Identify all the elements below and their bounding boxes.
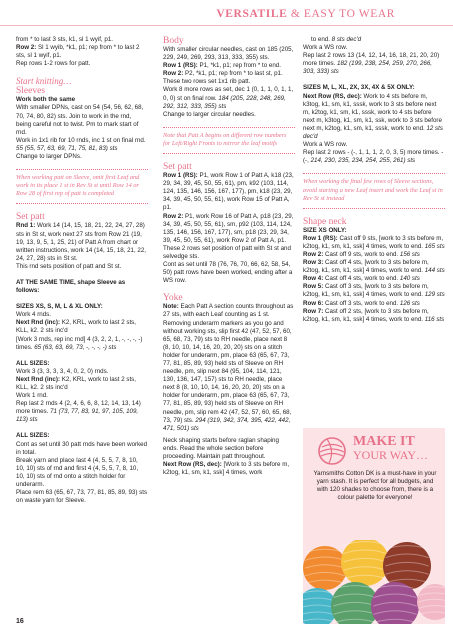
heading-sleeves: Sleeves: [16, 86, 46, 97]
text: Row 1 (RS): P1, *k1, p1; rep from * to end.: [163, 62, 281, 70]
heading-shape-neck: Shape neck: [303, 216, 347, 227]
text: With smaller circular needles, cast on 185 (205, 229, 249, 269, 293, 313, 333, 355) sts.: [163, 46, 294, 62]
pattern-note: When working the final few rows of Sleeve sections, avoid starting a new Leaf insert and work the Leaf st in Rev St st instead: [303, 173, 445, 208]
text: These 2 rows set position of patt with St st and selvedge sts.: [163, 244, 291, 260]
text: Row 3: Cast off 4 sts, [work to 3 sts before m, k2tog, k1, sm, k1, ssk] 4 times, work to end. 144 sts: [303, 259, 445, 275]
text: Work 4 rnds.: [16, 311, 51, 319]
text: Row 6: Cast off 3 sts, work to end. 126 sts: [303, 299, 420, 307]
text: from * to last 3 sts, k1, sl 1 wyif, p1.: [16, 36, 113, 43]
text: Break yarn and place last 4 (4, 5, 5, 7, 8, 10, 10, 10) sts of rnd and first 4 (4, 5, 5, 7, 8, 10, 10, 10) sts of rnd onto a stitch holder for underarm.: [16, 456, 139, 489]
pattern-note: When working patt on Sleeve, omit first Leaf and work in its place 1 st in Rev St st until Row 14 or Row 28 of first rep of patt is completed: [16, 169, 148, 204]
promo-title-2: YOUR WAY…: [353, 448, 429, 462]
text: Work 1 rnd.: [16, 392, 48, 400]
text: Row 2: P2, *k1, p1; rep from * to last st, p1.: [163, 70, 283, 78]
section-title-rest: & EASY TO WEAR: [287, 8, 395, 20]
text: Rep last 2 rows 13 (14, 12, 14, 16, 18, 21, 20, 20) more times. 182 (199, 238, 254, 259, 270, 266, 303, 333) sts: [303, 52, 440, 76]
text: Change to larger circular needles.: [163, 110, 256, 118]
text: Rep rows 1-2 rows for patt.: [16, 60, 91, 68]
text: Row 2: Sl 1 wyib, *k1, p1; rep from * to last 2 sts, sl 1 wyif, p1.: [16, 44, 140, 60]
text: Rep last 2 rows - (-, 1, 1, 1, 2, 0, 3, 5) more times. - (-, 214, 230, 235, 234, 254, 255, 261) sts: [303, 149, 444, 165]
section-title-bold: VERSATILE: [216, 8, 288, 20]
text: Cont as set until 78 (76, 76, 70, 66, 62, 58, 54, 50) patt rows have been worked, ending after a WS row.: [163, 261, 293, 285]
text: Work 8 more rows as set, dec 1 (0, 1, 1, 0, 1, 1, 0, 0) st on final row. 184 (205, 228, 248, 269, 292, 312, 333, 355) sts: [163, 86, 294, 110]
text: Row 1 (RS): Cast off 9 sts, [work to 3 sts before m, k2tog, k1, sm, k1, ssk] 4 times, work to end. 165 sts: [303, 234, 445, 250]
yarn-ball: [417, 584, 445, 620]
text: Rep last 2 rnds 4 (2, 4, 6, 6, 8, 12, 14, 13, 14) more times. 71 (73, 77, 83, 91, 97, 105, 109, 113) sts: [16, 400, 141, 424]
section-title: [216, 8, 395, 20]
promo-body: Yarnsmiths Cotton DK is a must-have in your yarn stash. It is perfect for all budgets, and with 120 shades to choose from, there is a colour palette for everyone!: [313, 470, 437, 502]
text: Next Row (RS, dec): [Work to 3 sts before m, k2tog, k1, sm, k1, ssk] 4 times, work: [163, 461, 290, 477]
heading-yoke: Yoke: [163, 293, 183, 304]
promo-title: [353, 434, 443, 462]
heading-start-knitting: Start knitting…: [16, 76, 72, 87]
text: Row 1 (RS): P1, work Row 1 of Patt A, k18 (23, 29, 34, 39, 45, 50, 55, 61), pm, k92 (103, 114, 124, 135, 146, 156, 167, 177), pm, k18 (23, 29, 34, 39, 45, 50, 55, 61), work Row 15 of Patt A, p1.: [163, 172, 294, 212]
text: Change to larger DPNs.: [16, 153, 82, 161]
text: AT THE SAME TIME, shape Sleeve as follows:: [16, 278, 126, 295]
promo-title-1: MAKE IT: [353, 434, 415, 449]
make-it-your-way-box: [303, 428, 445, 624]
column-3: [303, 36, 445, 324]
sizes-heading: SIZES XS, S, M, L & XL ONLY:: [16, 303, 103, 311]
heading-set-patt: Set patt: [163, 162, 192, 173]
text: to end. 8 sts dec'd: [311, 36, 362, 43]
text: Next Row (RS, dec): Work to 4 sts before m, k3tog, k1, sm, k1, sssk, work to 3 sts before next m, k2tog, k1, sm, k1, sssk, work to 4 sts before next m, k3tog, k1, sm, k1, ssk, work to 3 sts before next m, k2tog, k1, sm, k1, sssk, work to end. 12 sts dec'd: [303, 92, 443, 141]
heading-set-patt: Set patt: [16, 212, 45, 223]
yarn-ball-icon: [317, 436, 347, 466]
page-number: 16: [16, 618, 24, 625]
sizes-heading: ALL SIZES:: [16, 432, 50, 440]
text: Work 3 (3, 3, 3, 3, 4, 0, 2, 0) rnds.: [16, 367, 109, 375]
text: Work in 1x1 rib for 10 rnds, inc 1 st on final rnd. 55 (55, 57, 63, 69, 71, 75, 81, 83) sts: [16, 136, 146, 152]
sizes-heading: SIZE XS ONLY:: [303, 226, 347, 234]
column-2: [163, 36, 295, 477]
text: With smaller DPNs, cast on 54 (54, 56, 62, 68, 70, 74, 80, 82) sts. Join to work in the rnd, being careful not to twist. Pm to mark start of rnd.: [16, 104, 144, 136]
sizes-heading: ALL SIZES:: [16, 359, 50, 367]
heading-body: Body: [163, 36, 184, 46]
text: Place rem 63 (65, 67, 73, 77, 81, 85, 89, 93) sts on waste yarn for Sleeve.: [16, 489, 148, 505]
text: Row 4: Cast off 4 sts, work to end. 140 sts: [303, 275, 420, 283]
pattern-note: Note that Patt A begins on different row numbers for Left/Right Fronts to mirror the leaf motifs: [163, 127, 295, 154]
column-1: [16, 36, 148, 505]
sizes-heading: SIZES M, L, XL, 2X, 3X, 4X & 5X ONLY:: [303, 84, 415, 92]
text: Row 5: Cast off 3 sts, [work to 3 sts before m, k2tog, k1, sm, k1, ssk] 4 times, work to end. 129 sts: [303, 283, 445, 299]
text: These two rows set 1x1 rib patt.: [163, 78, 251, 86]
text: Removing underarm markers as you go and without working sts, slip first 42 (47, 52, 57, 60, 65, 68, 73, 79) sts to RH needle, place next 8 (8, 10, 10, 14, 16, 20, 20, 20) sts on a stitch holder for underarm, pm, place 63 (65, 67, 73, 77, 81, 85, 89, 93) held sts of Sleeve on RH needle, pm, slip next 84 (95, 104, 114, 121, 130, 136, 147, 157) sts to RH needle, place next 8 (8, 10, 10, 14, 16, 20, 20, 20) sts on a holder for underarm, pm, place 63 (65, 67, 73, 77, 81, 85, 89, 93) held sts of Sleeve on RH needle, pm, slip rem 42 (47, 52, 57, 60, 65, 68, 73, 79) sts. 294 (319, 342, 374, 395, 422, 442, 471, 501) sts: [163, 319, 292, 432]
text: This rnd sets position of patt and St st.: [16, 262, 122, 270]
text: Next Rnd (inc): K2, KRL, work to last 2 sts, KLL, k2. 2 sts inc'd: [16, 319, 136, 335]
page-header: [0, 6, 453, 26]
yarn-balls-image: [303, 540, 445, 624]
yarn-ball: [303, 546, 347, 590]
text: Rnd 1: Work 14 (14, 15, 18, 21, 22, 24, 27, 28) sts in St st, work next 27 sts from Row 21 (19, 19, 13, 9, 5, 1, 25, 21) of Patt A from chart or written instructions, work 14 (14, 15, 18, 21, 22, 24, 27, 28) sts in St st.: [16, 222, 147, 262]
text: Work a WS row.: [303, 44, 348, 52]
text: Row 7: Cast off 2 sts, [work to 3 sts before m, k2tog, k1, sm, k1, ssk] 4 times, work to end. 116 sts: [303, 307, 445, 323]
text: Cont as set until 30 patt rnds have been worked in total.: [16, 440, 148, 456]
yarn-ball: [341, 540, 389, 586]
text: Note: Each Patt A section counts throughout as 27 sts, with each Leaf counting as 1 st.: [163, 303, 294, 319]
text: Next Rnd (inc): K2, KRL, work to last 2 sts, KLL, k2. 2 sts inc'd: [16, 375, 136, 391]
text: Neck shaping starts before raglan shaping ends. Read the whole section before proceeding. Maintain patt throughout.: [163, 436, 279, 461]
text: Row 2: Cast off 9 sts, work to end. 156 sts: [303, 250, 420, 258]
text: Work both the same: [16, 96, 76, 104]
text: Work a WS row.: [303, 141, 348, 149]
text: [Work 3 rnds, rep inc rnd] 4 (3, 2, 2, 1, -, -, -, -) times. 65 (63, 63, 69, 73, -, -, -, -) sts: [16, 335, 143, 351]
text: Row 2: P1, work Row 16 of Patt A, p18 (23, 29, 34, 39, 45, 50, 55, 61), sm, p92 (103, 114, 124, 135, 146, 156, 167, 177), sm, p18 (23, 29, 34, 39, 45, 50, 55, 61), work Row 2 of Patt A, p1.: [163, 212, 294, 244]
